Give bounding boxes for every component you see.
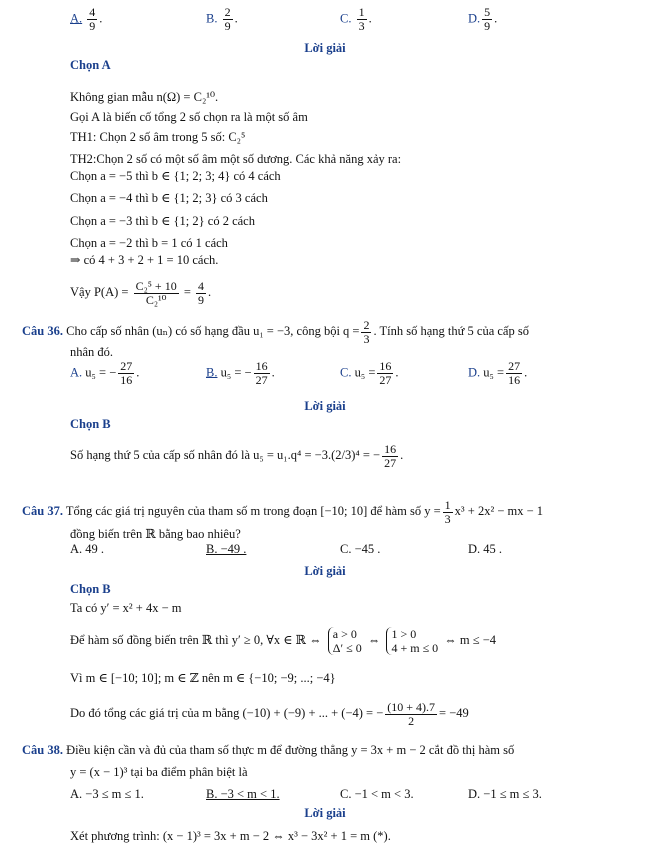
system-row: Δ′ ≤ 0 bbox=[332, 641, 362, 656]
solution-line: Chọn a = −4 thì b ∈ {1; 2; 3} có 3 cách bbox=[70, 191, 268, 205]
option-d: D. 45 . bbox=[468, 542, 503, 556]
option-label: A. bbox=[70, 11, 83, 26]
question-text-cont: y = (x − 1)³ tại ba điểm phân biệt là bbox=[70, 765, 248, 779]
option-c: C. −45 . bbox=[340, 542, 381, 556]
option-d: D. $\frac{5}{9}$ . bbox=[468, 5, 498, 33]
frac-den: 27 bbox=[384, 455, 397, 470]
option-text: u₅ = bbox=[483, 365, 505, 380]
solution-line: ⇒ có 4 + 3 + 2 + 1 = 10 cách. bbox=[70, 253, 219, 267]
option-b: B. −3 < m < 1. bbox=[206, 787, 280, 801]
solution-line: Chọn a = −3 thì b ∈ {1; 2} có 2 cách bbox=[70, 214, 255, 228]
question-37 bbox=[22, 496, 543, 526]
frac-num: 1 bbox=[444, 497, 451, 512]
frac-den: C₂¹⁰ bbox=[145, 292, 167, 307]
solution-text: Để hàm số đồng biến trên ℝ thì y′ ≥ 0, ∀x ∈ ℝ ⇔ bbox=[70, 633, 322, 647]
option-c: C. −1 < m < 3. bbox=[340, 787, 414, 801]
frac-den: 27 bbox=[379, 373, 392, 387]
solution-line: Để hàm số đồng biến trên ℝ thì y′ ≥ 0, ∀x ∈ ℝ ⇔ a > 0 Δ′ ≤ 0 ⇔ 1 > 0 4 + m ≤ 0 ⇔ m ≤ −4 bbox=[70, 627, 497, 656]
option-text: u₅ = bbox=[354, 365, 376, 380]
solution-heading: Lời giải bbox=[304, 399, 346, 413]
frac-num: (10 + 4).7 bbox=[387, 699, 436, 714]
option-text: u₅ = − bbox=[85, 365, 117, 380]
question-text: Tổng các giá trị nguyên của tham số m trong đoạn [−10; 10] để hàm số y = bbox=[65, 504, 441, 518]
option-label: B. bbox=[206, 11, 218, 26]
option-d: D. −1 ≤ m ≤ 3. bbox=[468, 787, 542, 801]
option-c: C. u₅ = $\frac{16}{27}$ . bbox=[340, 359, 399, 387]
option-a: A. 49 . bbox=[70, 542, 105, 556]
frac-den: 3 bbox=[444, 511, 451, 526]
option-a: A. $\frac{4}{9}$ . bbox=[70, 5, 103, 33]
option-b: B. u₅ = − $\frac{16}{27}$ . bbox=[206, 359, 275, 387]
solution-text: ⇔ m ≤ −4 bbox=[444, 633, 497, 647]
solution-text: Số hạng thứ 5 của cấp số nhân đó là u₅ = u₁.q⁴ = −3.(2/3)⁴ = − bbox=[70, 448, 381, 462]
frac-den: 27 bbox=[255, 373, 268, 387]
frac-den: 9 bbox=[224, 19, 231, 33]
frac-num: 27 bbox=[508, 359, 521, 373]
solution-line: Xét phương trình: (x − 1)³ = 3x + m − 2 ⇔ x³ − 3x² + 1 = m (*). bbox=[70, 829, 391, 843]
system-row: 4 + m ≤ 0 bbox=[391, 641, 439, 656]
solution-line: Không gian mẫu n(Ω) = C₂¹⁰. bbox=[70, 90, 219, 104]
chosen-answer: Chọn B bbox=[70, 417, 111, 431]
equals-sign: = bbox=[183, 285, 191, 299]
frac-num: 2 bbox=[224, 5, 231, 19]
solution-text: = −49 bbox=[439, 706, 469, 720]
solution-line: Vì m ∈ [−10; 10]; m ∈ ℤ nên m ∈ {−10; −9; ...; −4} bbox=[70, 671, 336, 685]
solution-heading: Lời giải bbox=[304, 564, 346, 578]
question-text: . Tính số hạng thứ 5 của cấp số bbox=[373, 324, 529, 338]
option-b: B. −49 . bbox=[206, 542, 247, 556]
solution-line: TH1: Chọn 2 số âm trong 5 số: C₂⁵ bbox=[70, 130, 246, 144]
solution-line: TH2:Chọn 2 số có một số âm một số dương. Các khả năng xảy ra: bbox=[70, 152, 402, 166]
solution-line: Gọi A là biến cố tổng 2 số chọn ra là một số âm bbox=[70, 110, 308, 124]
question-38 bbox=[22, 742, 514, 758]
frac-num: 16 bbox=[384, 441, 397, 456]
conclusion-text: Vậy P(A) = bbox=[70, 285, 129, 299]
question-text-cont: đồng biến trên ℝ bằng bao nhiêu? bbox=[70, 527, 241, 541]
option-label: D. bbox=[468, 11, 481, 26]
solution-text: Do đó tổng các giá trị của m bằng (−10) + (−9) + ... + (−4) = − bbox=[70, 706, 384, 720]
probability-conclusion: Vậy P(A) = $\frac{\text{C₂⁵ + 10}}{\text{C₂¹⁰}}$ = $\frac{4}{9}$ . bbox=[70, 278, 212, 307]
frac-num: 16 bbox=[255, 359, 268, 373]
option-a: A. −3 ≤ m ≤ 1. bbox=[70, 787, 144, 801]
frac-den: 9 bbox=[89, 19, 96, 33]
frac-den: 16 bbox=[508, 373, 521, 387]
frac-den: 2 bbox=[408, 713, 415, 728]
solution-heading: Lời giải bbox=[304, 806, 346, 820]
frac-num: 27 bbox=[120, 359, 133, 373]
option-d: D. u₅ = $\frac{27}{16}$ . bbox=[468, 359, 528, 387]
option-a: A. u₅ = − $\frac{27}{16}$ . bbox=[70, 359, 140, 387]
solution-line: Ta có y′ = x² + 4x − m bbox=[70, 601, 182, 615]
question-text-cont: nhân đó. bbox=[70, 345, 114, 359]
solution-line: Chọn a = −2 thì b = 1 có 1 cách bbox=[70, 236, 228, 250]
question-label: Câu 36. bbox=[22, 324, 63, 338]
question-label: Câu 38. bbox=[22, 743, 63, 757]
option-c: C. $\frac{1}{3}$ . bbox=[340, 5, 372, 33]
frac-num: 4 bbox=[89, 5, 96, 19]
solution-line: Chọn a = −5 thì b ∈ {1; 2; 3; 4} có 4 cách bbox=[70, 169, 281, 183]
system-row: a > 0 bbox=[332, 627, 357, 642]
option-label: A. bbox=[70, 365, 83, 380]
chosen-answer: Chọn B bbox=[70, 582, 111, 596]
frac-den: 9 bbox=[484, 19, 491, 33]
solution-heading: Lời giải bbox=[304, 41, 346, 55]
frac-num: 2 bbox=[363, 317, 370, 332]
frac-num: 16 bbox=[379, 359, 392, 373]
question-text: Cho cấp số nhân (uₙ) có số hạng đầu u₁ = −3, công bội q = bbox=[66, 324, 360, 338]
solution-line: Số hạng thứ 5 của cấp số nhân đó là u₅ = u₁.q⁴ = −3.(2/3)⁴ = − $\frac{16}{27}$ . bbox=[70, 441, 404, 470]
frac-den: 9 bbox=[198, 292, 205, 307]
frac-num: C₂⁵ + 10 bbox=[135, 278, 177, 293]
system-row: 1 > 0 bbox=[391, 627, 417, 642]
question-label: Câu 37. bbox=[22, 504, 63, 518]
question-text: x³ + 2x² − mx − 1 bbox=[454, 504, 544, 518]
frac-den: 3 bbox=[363, 331, 370, 346]
frac-num: 1 bbox=[358, 5, 365, 19]
option-label: C. bbox=[340, 11, 352, 26]
option-b: B. $\frac{2}{9}$ . bbox=[206, 5, 238, 33]
question-36 bbox=[22, 316, 529, 346]
option-label: D. bbox=[468, 365, 481, 380]
question-text: Điều kiện cần và đủ của tham số thực m để đường thẳng y = 3x + m − 2 cắt đồ thị hàm số bbox=[66, 743, 515, 757]
frac-den: 3 bbox=[358, 19, 365, 33]
solution-line bbox=[70, 698, 469, 728]
option-label: B. bbox=[206, 365, 218, 380]
option-text: u₅ = − bbox=[220, 365, 252, 380]
frac-num: 4 bbox=[198, 278, 205, 293]
chosen-answer: Chọn A bbox=[70, 58, 111, 72]
frac-num: 5 bbox=[484, 5, 491, 19]
frac-den: 16 bbox=[120, 373, 133, 387]
option-label: C. bbox=[340, 365, 352, 380]
